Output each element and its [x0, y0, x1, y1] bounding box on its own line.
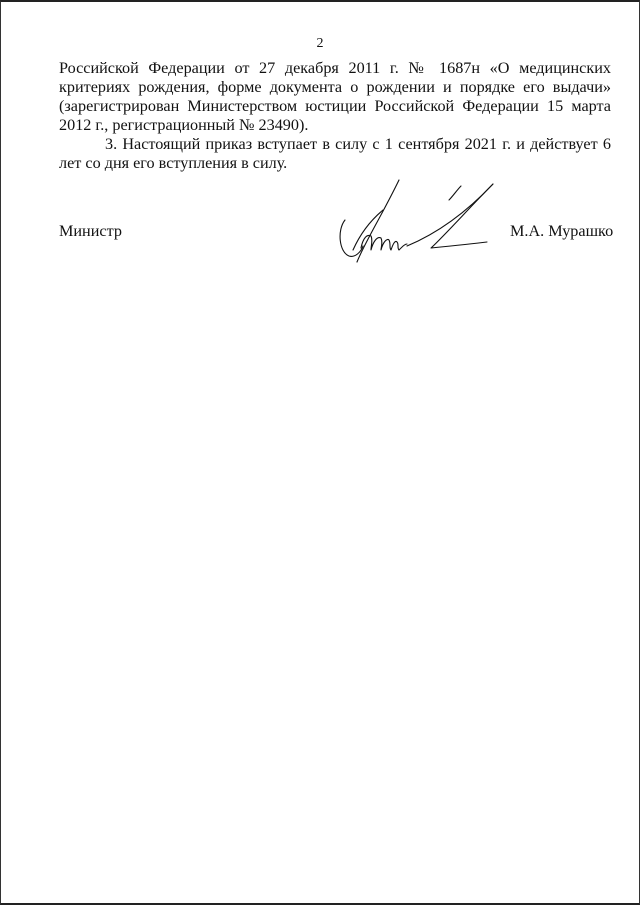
paragraph-continuation: Российской Федерации от 27 декабря 2011 г. № 1687н «О медицинских критериях рождения, форме документа о рождении и порядке его выдачи» (зарегистрирован Министерством юстиции Российской Федерации 15 марта 2012 г., регистрационный № 23490).: [59, 59, 611, 134]
paragraph-3: 3. Настоящий приказ вступает в силу с 1 сентября 2021 г. и действует 6 лет со дня его вступления в силу.: [59, 135, 611, 172]
document-body: [59, 59, 611, 173]
signatory-name: М.А. Мурашко: [510, 222, 614, 240]
signature-icon: [331, 172, 511, 282]
page-number: 2: [316, 36, 324, 51]
signatory-title: Министр: [59, 222, 122, 240]
